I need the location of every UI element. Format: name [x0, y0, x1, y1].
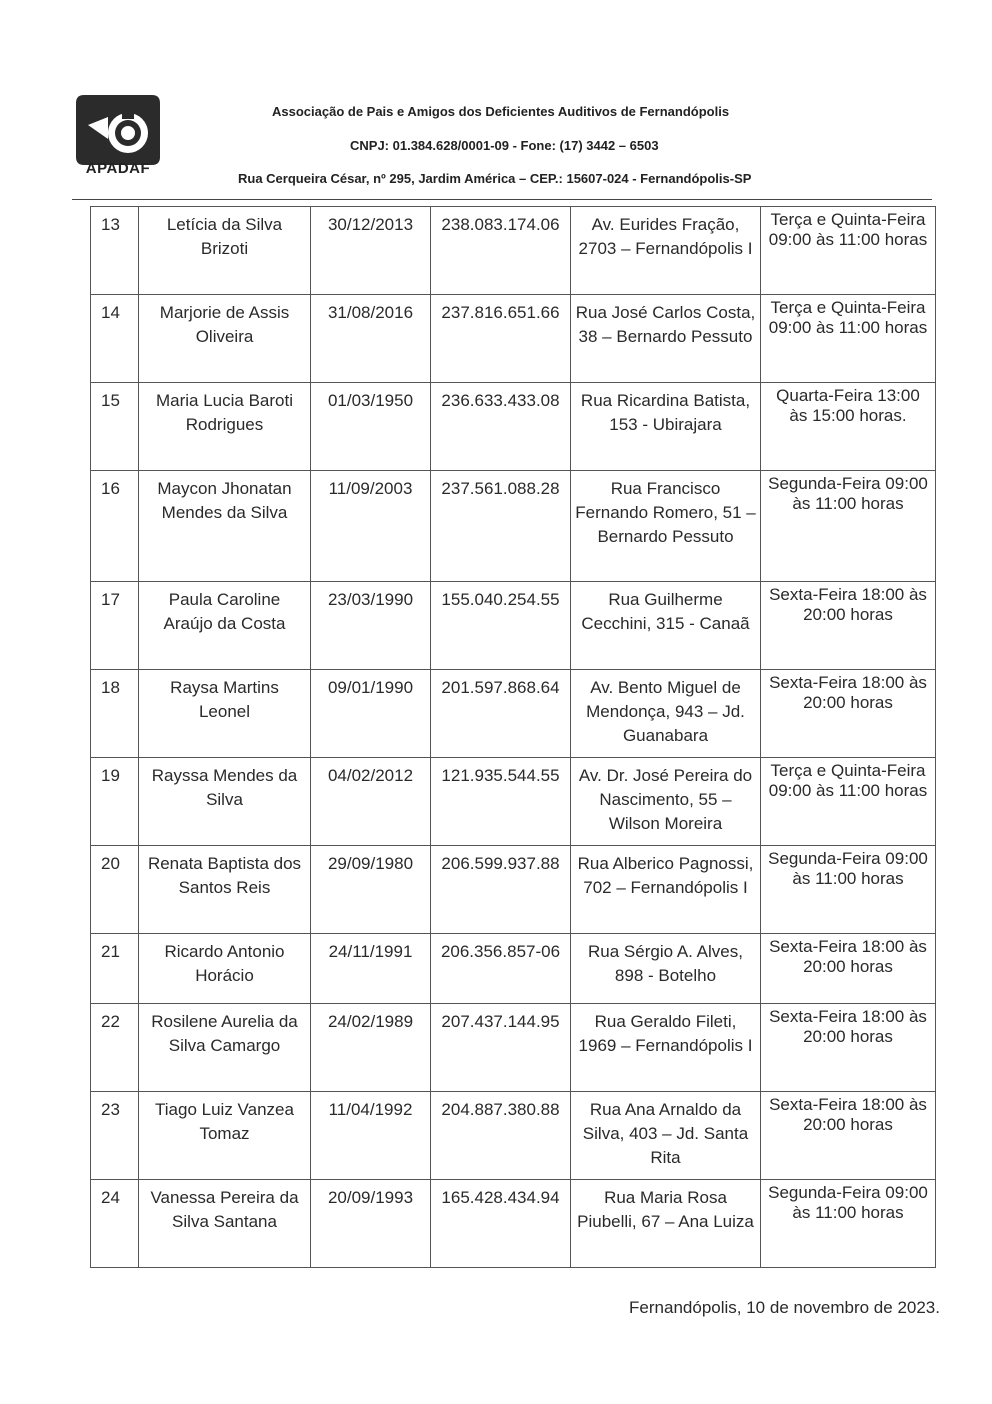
street-address: Av. Eurides Fração, 2703 – Fernandópolis I: [571, 207, 761, 295]
birth-date: 29/09/1980: [311, 846, 431, 934]
row-number: 16: [91, 471, 139, 582]
street-address: Rua Sérgio A. Alves, 898 - Botelho: [571, 934, 761, 1004]
street-address: Rua Alberico Pagnossi, 702 – Fernandópolis I: [571, 846, 761, 934]
person-name: Vanessa Pereira da Silva Santana: [139, 1180, 311, 1268]
attendance-schedule: Terça e Quinta-Feira 09:00 às 11:00 horas: [761, 295, 936, 383]
birth-date: 04/02/2012: [311, 758, 431, 846]
attendance-schedule: Quarta-Feira 13:00 às 15:00 horas.: [761, 383, 936, 471]
street-address: Rua Guilherme Cecchini, 315 - Canaã: [571, 582, 761, 670]
row-number: 15: [91, 383, 139, 471]
birth-date: 20/09/1993: [311, 1180, 431, 1268]
document-number: 204.887.380.88: [431, 1092, 571, 1180]
org-address: Rua Cerqueira César, nº 295, Jardim América – CEP.: 15607-024 - Fernandópolis-SP: [238, 171, 752, 186]
person-name: Rayssa Mendes da Silva: [139, 758, 311, 846]
street-address: Rua Maria Rosa Piubelli, 67 – Ana Luiza: [571, 1180, 761, 1268]
person-name: Ricardo Antonio Horácio: [139, 934, 311, 1004]
roster-body: [91, 207, 936, 1268]
birth-date: 31/08/2016: [311, 295, 431, 383]
document-number: 236.633.433.08: [431, 383, 571, 471]
table-row: [91, 1180, 936, 1268]
attendance-schedule: Terça e Quinta-Feira 09:00 às 11:00 horas: [761, 207, 936, 295]
person-name: Renata Baptista dos Santos Reis: [139, 846, 311, 934]
document-number: 155.040.254.55: [431, 582, 571, 670]
row-number: 24: [91, 1180, 139, 1268]
document-number: 165.428.434.94: [431, 1180, 571, 1268]
row-number: 13: [91, 207, 139, 295]
person-name: Maria Lucia Baroti Rodrigues: [139, 383, 311, 471]
table-row: [91, 846, 936, 934]
attendance-schedule: Segunda-Feira 09:00 às 11:00 horas: [761, 471, 936, 582]
table-row: [91, 934, 936, 1004]
person-name: Raysa Martins Leonel: [139, 670, 311, 758]
table-row: [91, 582, 936, 670]
document-number: 206.356.857-06: [431, 934, 571, 1004]
table-row: [91, 383, 936, 471]
row-number: 18: [91, 670, 139, 758]
table-row: [91, 758, 936, 846]
table-row: [91, 295, 936, 383]
person-name: Letícia da Silva Brizoti: [139, 207, 311, 295]
street-address: Av. Dr. José Pereira do Nascimento, 55 – Wilson Moreira: [571, 758, 761, 846]
street-address: Rua Ana Arnaldo da Silva, 403 – Jd. Santa Rita: [571, 1092, 761, 1180]
street-address: Rua Francisco Fernando Romero, 51 – Bernardo Pessuto: [571, 471, 761, 582]
document-number: 207.437.144.95: [431, 1004, 571, 1092]
street-address: Rua Ricardina Batista, 153 - Ubirajara: [571, 383, 761, 471]
birth-date: 24/11/1991: [311, 934, 431, 1004]
document-number: 237.816.651.66: [431, 295, 571, 383]
attendance-schedule: Terça e Quinta-Feira 09:00 às 11:00 horas: [761, 758, 936, 846]
header-divider: [72, 199, 932, 200]
street-address: Av. Bento Miguel de Mendonça, 943 – Jd. Guanabara: [571, 670, 761, 758]
place-date: Fernandópolis, 10 de novembro de 2023.: [629, 1298, 940, 1317]
document-number: 237.561.088.28: [431, 471, 571, 582]
document-number: 121.935.544.55: [431, 758, 571, 846]
org-name: Associação de Pais e Amigos dos Deficientes Auditivos de Fernandópolis: [272, 104, 730, 119]
street-address: Rua José Carlos Costa, 38 – Bernardo Pessuto: [571, 295, 761, 383]
table-row: [91, 471, 936, 582]
birth-date: 30/12/2013: [311, 207, 431, 295]
row-number: 22: [91, 1004, 139, 1092]
person-name: Tiago Luiz Vanzea Tomaz: [139, 1092, 311, 1180]
birth-date: 11/09/2003: [311, 471, 431, 582]
row-number: 23: [91, 1092, 139, 1180]
person-name: Maycon Jhonatan Mendes da Silva: [139, 471, 311, 582]
row-number: 19: [91, 758, 139, 846]
attendance-schedule: Segunda-Feira 09:00 às 11:00 horas: [761, 846, 936, 934]
table-row: [91, 207, 936, 295]
birth-date: 24/02/1989: [311, 1004, 431, 1092]
attendance-schedule: Segunda-Feira 09:00 às 11:00 horas: [761, 1180, 936, 1268]
birth-date: 09/01/1990: [311, 670, 431, 758]
row-number: 20: [91, 846, 139, 934]
person-name: Rosilene Aurelia da Silva Camargo: [139, 1004, 311, 1092]
birth-date: 01/03/1950: [311, 383, 431, 471]
roster-table: [90, 206, 936, 1268]
org-contact: CNPJ: 01.384.628/0001-09 - Fone: (17) 3442 – 6503: [350, 138, 659, 153]
attendance-schedule: Sexta-Feira 18:00 às 20:00 horas: [761, 1092, 936, 1180]
document-number: 206.599.937.88: [431, 846, 571, 934]
table-row: [91, 1004, 936, 1092]
person-name: Marjorie de Assis Oliveira: [139, 295, 311, 383]
logo-caption: APADAF: [85, 160, 151, 177]
table-row: [91, 670, 936, 758]
table-row: [91, 1092, 936, 1180]
attendance-schedule: Sexta-Feira 18:00 às 20:00 horas: [761, 934, 936, 1004]
person-name: Paula Caroline Araújo da Costa: [139, 582, 311, 670]
attendance-schedule: Sexta-Feira 18:00 às 20:00 horas: [761, 582, 936, 670]
row-number: 21: [91, 934, 139, 1004]
street-address: Rua Geraldo Fileti, 1969 – Fernandópolis I: [571, 1004, 761, 1092]
birth-date: 11/04/1992: [311, 1092, 431, 1180]
attendance-schedule: Sexta-Feira 18:00 às 20:00 horas: [761, 1004, 936, 1092]
row-number: 17: [91, 582, 139, 670]
document-number: 201.597.868.64: [431, 670, 571, 758]
attendance-schedule: Sexta-Feira 18:00 às 20:00 horas: [761, 670, 936, 758]
row-number: 14: [91, 295, 139, 383]
birth-date: 23/03/1990: [311, 582, 431, 670]
document-number: 238.083.174.06: [431, 207, 571, 295]
